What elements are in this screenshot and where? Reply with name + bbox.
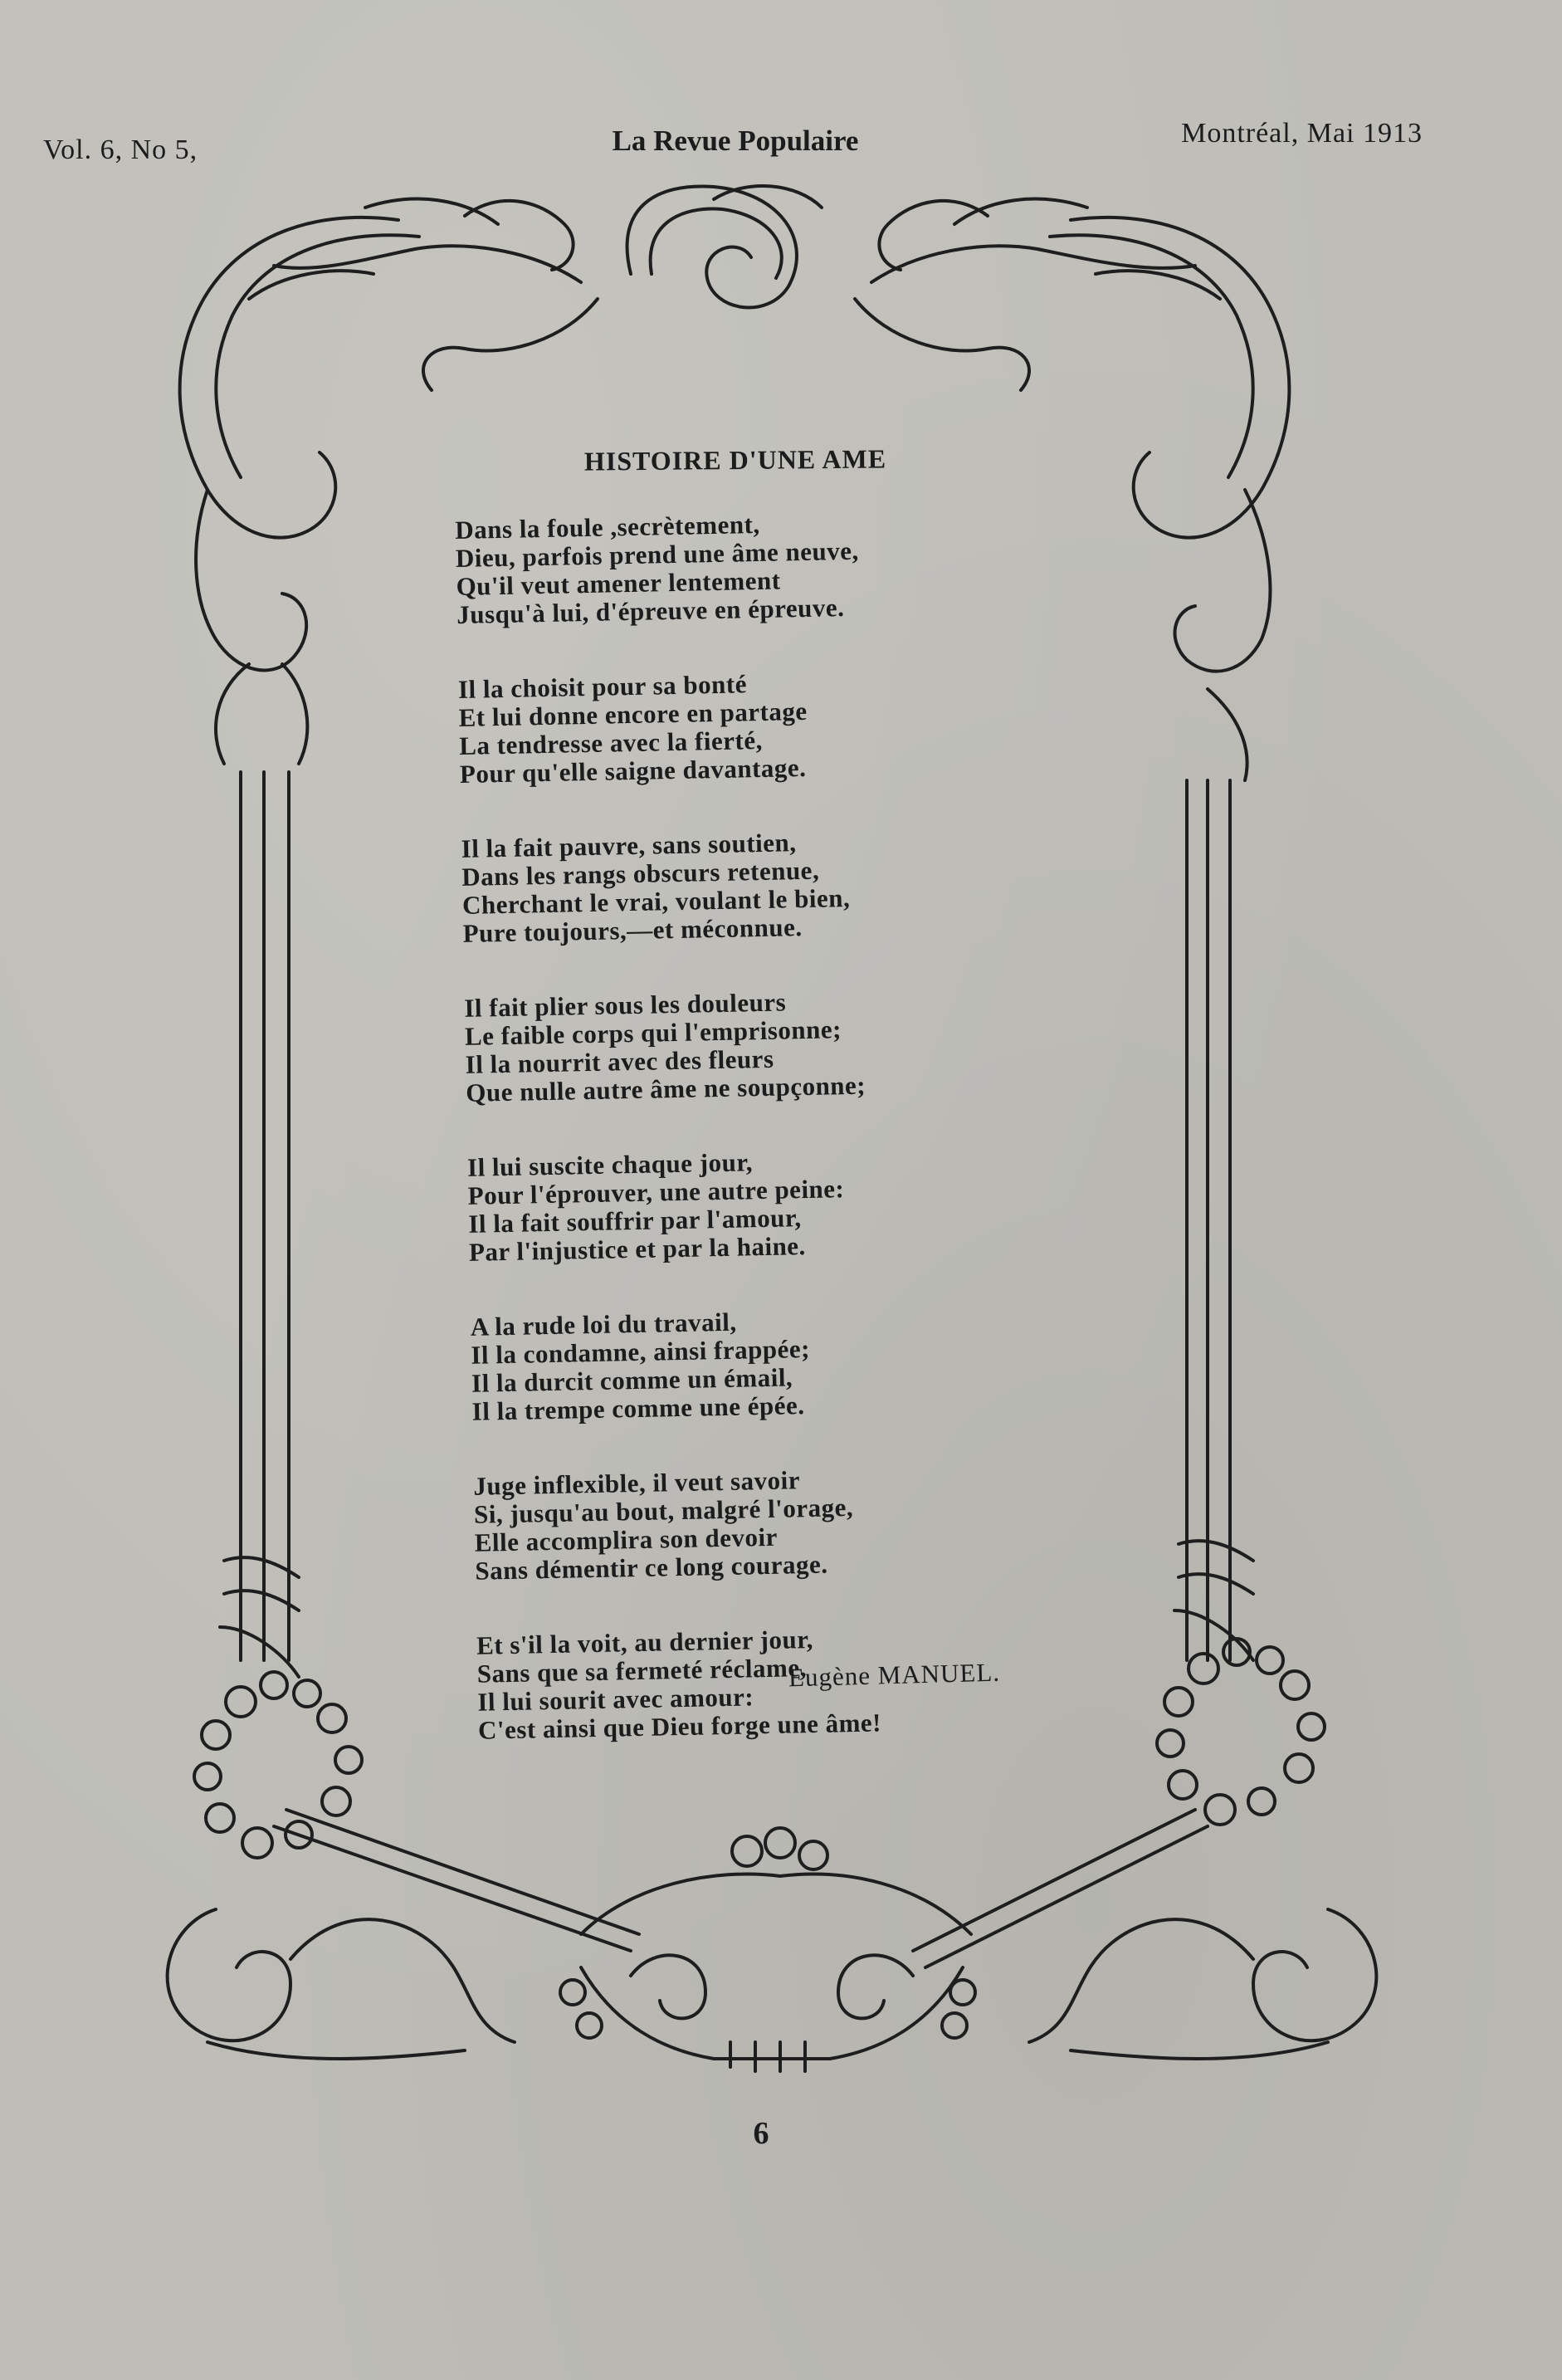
bottom-ornament xyxy=(168,1810,1377,2071)
poem-title: HISTOIRE D'UNE AME xyxy=(583,443,887,476)
poem-line: Sans que sa fermeté réclame, xyxy=(476,1653,808,1688)
page-number: 6 xyxy=(753,2116,769,2151)
poem-line: Qu'il veut amener lentement xyxy=(456,565,781,601)
poem-line: Il lui suscite chaque jour, xyxy=(466,1147,754,1182)
stanza xyxy=(455,506,1037,629)
poem-line: Il la trempe comme une épée. xyxy=(471,1390,805,1426)
poem-line: Juge inflexible, il veut savoir xyxy=(473,1465,801,1501)
poem-line: Jusqu'à lui, d'épreuve en épreuve. xyxy=(456,593,845,629)
poem-line: Il la fait souffrir par l'amour, xyxy=(468,1203,802,1239)
right-column xyxy=(1174,490,1270,1660)
stanza xyxy=(473,1461,1056,1585)
stanza xyxy=(467,1142,1050,1266)
stanza xyxy=(458,665,1041,789)
poem-line: Pure toujours,—et méconnue. xyxy=(462,912,803,948)
left-rose-garland xyxy=(194,1672,362,1858)
poem-line: Et s'il la voit, au dernier jour, xyxy=(476,1624,814,1660)
poem-line: Par l'injustice et par la haine. xyxy=(468,1231,807,1267)
stanza xyxy=(461,823,1043,947)
poem-line: Il la durcit comme un émail, xyxy=(471,1362,793,1398)
place-and-date: Montréal, Mai 1913 xyxy=(1181,118,1423,149)
volume-number: Vol. 6, No 5, xyxy=(43,134,198,165)
poem-line: Pour l'éprouver, une autre peine: xyxy=(467,1174,845,1210)
right-rose-garland xyxy=(1157,1639,1325,1825)
poem-line: Il lui sourit avec amour: xyxy=(477,1682,754,1717)
poem-line: Et lui donne encore en partage xyxy=(458,696,808,732)
poem-line: Que nulle autre âme ne soupçonne; xyxy=(465,1070,866,1107)
poem-line: Elle accomplira son devoir xyxy=(474,1522,779,1557)
poem-body xyxy=(455,506,1060,1791)
poem-line: Il la condamne, ainsi frappée; xyxy=(471,1333,811,1370)
publication-title: La Revue Populaire xyxy=(612,125,859,157)
poem-line: Il la nourrit avec des fleurs xyxy=(465,1043,774,1079)
top-scroll-ornament xyxy=(274,186,1195,390)
poem-line: Dieu, parfois prend une âme neuve, xyxy=(455,535,859,573)
poem-line: Pour qu'elle saigne davantage. xyxy=(459,752,807,789)
stanza xyxy=(470,1302,1052,1425)
poem-line: A la rude loi du travail, xyxy=(470,1307,737,1341)
poem-line: La tendresse avec la fierté, xyxy=(458,725,764,760)
poem-line: Il la fait pauvre, sans soutien, xyxy=(461,828,797,863)
poem-line: Dans les rangs obscurs retenue, xyxy=(461,855,820,892)
poem-line: Sans démentir ce long courage. xyxy=(475,1549,828,1586)
poem-line: Le faible corps qui l'emprisonne; xyxy=(464,1014,842,1051)
top-right-swirl xyxy=(1050,217,1289,538)
author-signature: Eugène MANUEL. xyxy=(788,1657,1001,1693)
poem-line: Dans la foule ,secrètement, xyxy=(454,509,760,545)
poem-line: C'est ainsi que Dieu forge une âme! xyxy=(477,1708,882,1745)
left-column xyxy=(196,490,307,1677)
stanza xyxy=(464,983,1047,1107)
poem-line: Il fait plier sous les douleurs xyxy=(464,987,787,1023)
poem-line: Cherchant le vrai, voulant le bien, xyxy=(461,882,851,920)
poem-line: Si, jusqu'au bout, malgré l'orage, xyxy=(473,1493,854,1529)
poem-line: Il la choisit pour sa bonté xyxy=(457,669,748,704)
top-left-swirl xyxy=(180,217,419,538)
